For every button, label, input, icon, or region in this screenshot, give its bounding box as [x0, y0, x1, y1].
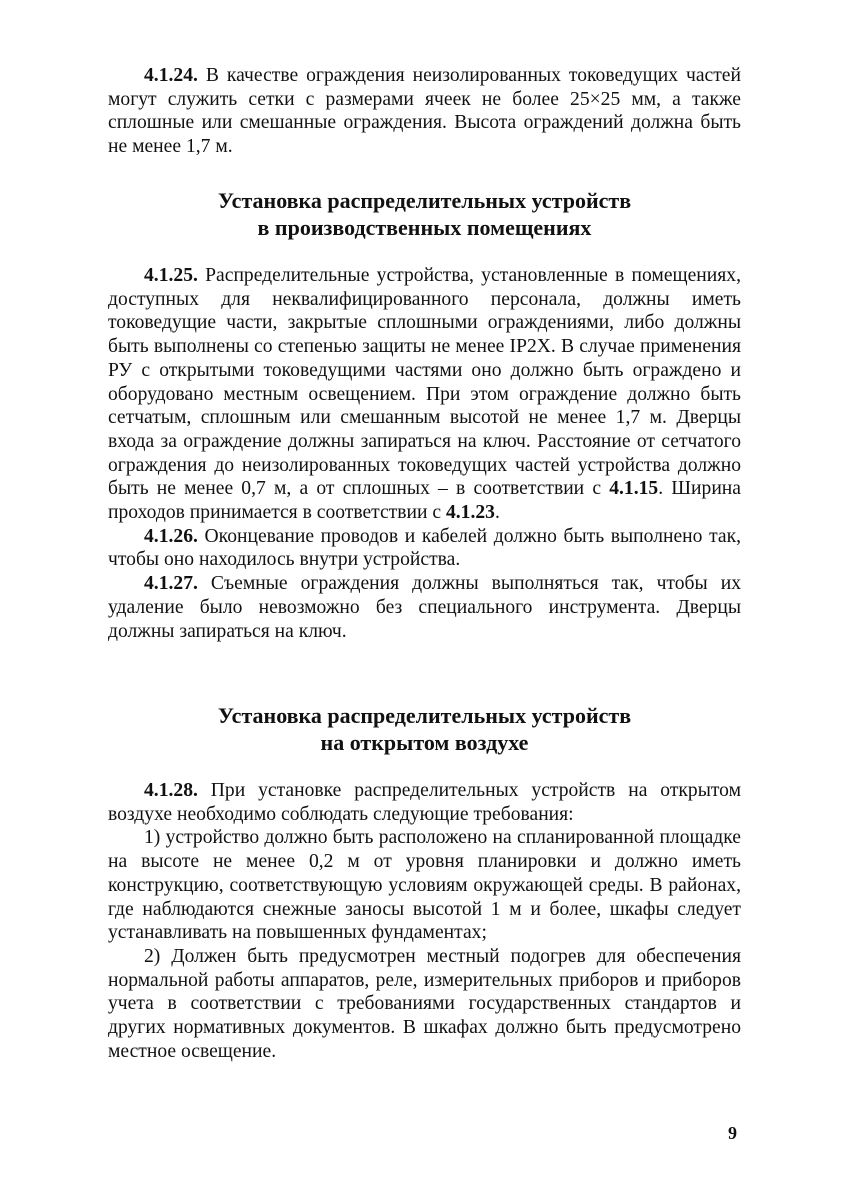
paragraph-4-1-25: [108, 264, 741, 525]
clause-text: . Ширина проходов принимается в соответствии с: [108, 478, 741, 524]
section-4-1-25-to-27: [108, 264, 741, 643]
clause-text: В качестве ограждения неизолированных токоведущих частей могут служить сетки с размерами ячеек не более 25×25 мм, а также сплошные или смешанные ограждения. Высота ограждений должна быть не менее 1,7 м.: [108, 65, 741, 158]
heading-line-2: на открытом воздухе: [320, 730, 529, 755]
heading-line-2: в производственных помещениях: [257, 215, 592, 240]
clause-number: 4.1.24.: [144, 65, 198, 86]
clause-number: 4.1.25.: [144, 265, 198, 286]
clause-text: Оконцевание проводов и кабелей должно быть выполнено так, чтобы оно находилось внутри устройства.: [108, 525, 741, 571]
section-4-1-24: [108, 64, 741, 159]
section-4-1-28: [108, 779, 741, 1063]
clause-number: 4.1.26.: [144, 525, 198, 547]
clause-number: 4.1.28.: [144, 780, 198, 801]
clause-text: Распределительные устройства, установленные в помещениях, доступных для неквалифицированного персонала, должны иметь токоведущие части, закрытые сплошными ограждениями, либо должны быть выполнены со степенью защиты не менее IP2X. В случае применения РУ с открытыми токоведущими частями оно должно быть ограждено и оборудовано местным освещением. При этом ограждение должно быть сетчатым, сплошным или смешанным высотой не менее 1,7 м. Дверцы входа за ограждение должны запираться на ключ. Расстояние от сетчатого ограждения до неизолированных токоведущих частей устройства должно быть не менее 0,7 м, а от сплошных – в соответствии с: [108, 265, 741, 500]
section-heading-outdoor: [108, 702, 741, 756]
page-number: 9: [728, 1123, 737, 1143]
clause-reference: 4.1.15: [609, 478, 659, 500]
clause-number: 4.1.27.: [144, 573, 198, 595]
clause-reference: 4.1.23: [445, 502, 495, 524]
paragraph-4-1-24: [108, 64, 741, 159]
paragraph-4-1-27: [108, 572, 741, 643]
paragraph-4-1-28: [108, 779, 741, 826]
clause-text: При установке распределительных устройств на открытом воздухе необходимо соблюдать следующие требования:: [108, 780, 741, 825]
list-item-2: 2) Должен быть предусмотрен местный подогрев для обеспечения нормальной работы аппаратов, реле, измерительных приборов и приборов учета в соответствии с требованиями государственных стандартов и других нормативных документов. В шкафах должно быть предусмотрено местное освещение.: [108, 945, 741, 1062]
heading-line-1: Установка распределительных устройств: [217, 703, 632, 728]
paragraph-4-1-26: [108, 525, 741, 572]
heading-line-1: Установка распределительных устройств: [217, 188, 632, 213]
list-item-1: 1) устройство должно быть расположено на спланированной площадке на высоте не менее 0,2 м от уровня планировки и должно иметь конструкцию, соответствующую условиям окружающей среды. В районах, где наблюдаются снежные заносы высотой 1 м и более, шкафы следует устанавливать на повышенных фундаментах;: [108, 827, 741, 944]
section-heading-indoor: [108, 187, 741, 241]
clause-text: Съемные ограждения должны выполняться так, чтобы их удаление было невозможно без специального инструмента. Дверцы должны запираться на ключ.: [108, 573, 741, 642]
clause-text: .: [494, 502, 500, 524]
